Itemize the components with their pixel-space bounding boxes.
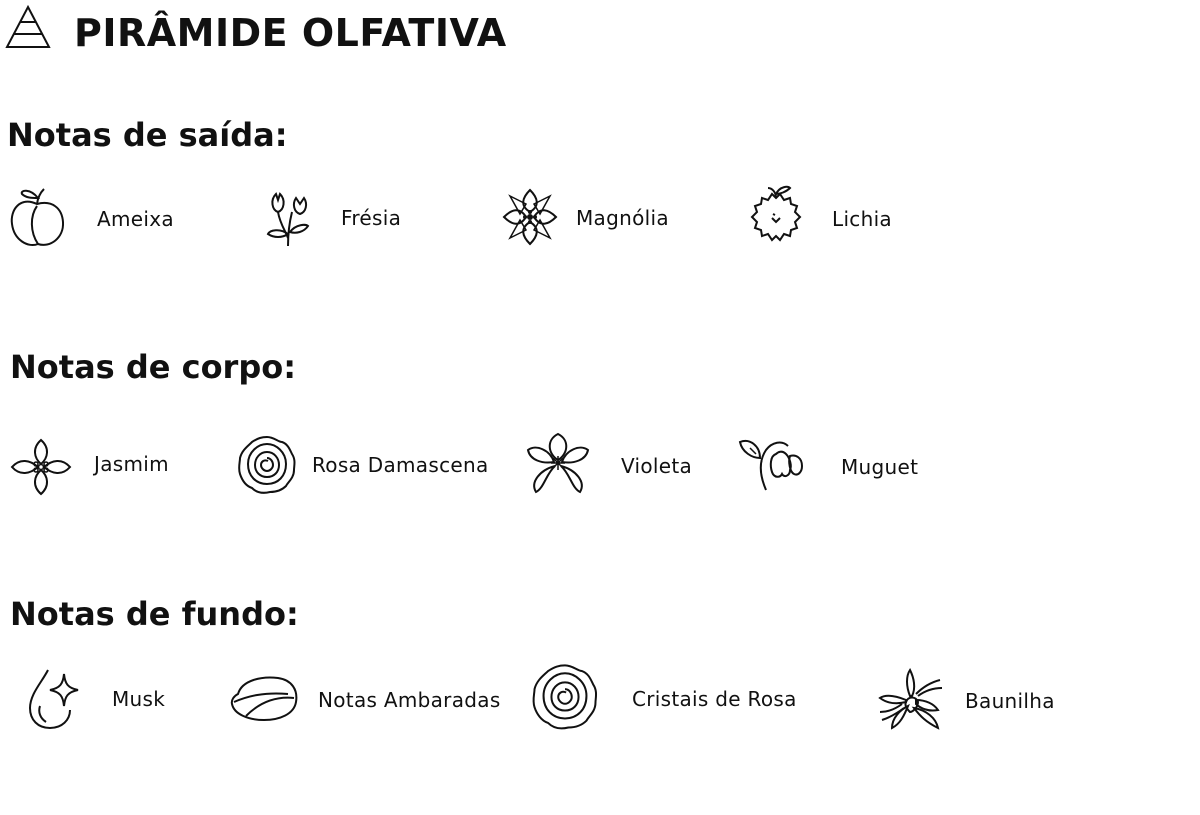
note-label: Baunilha xyxy=(965,689,1055,713)
vanilla-icon xyxy=(876,666,944,734)
amber-stone-icon xyxy=(228,672,300,724)
note-label: Cristais de Rosa xyxy=(632,687,797,711)
rose-icon xyxy=(236,434,298,496)
note-label: Violeta xyxy=(621,454,693,478)
page-title: PIRÂMIDE OLFATIVA xyxy=(74,11,507,55)
jasmine-icon xyxy=(10,436,72,498)
note-label: Rosa Damascena xyxy=(312,453,489,477)
section-heading-heart-notes: Notas de corpo: xyxy=(10,348,297,386)
note-label: Jasmim xyxy=(94,452,169,476)
lily-of-the-valley-icon xyxy=(736,432,806,494)
musk-drop-icon xyxy=(24,666,84,732)
plum-icon xyxy=(8,186,66,250)
rose-crystal-icon xyxy=(530,662,600,732)
violet-icon xyxy=(524,430,592,498)
magnolia-icon xyxy=(500,186,560,248)
lychee-icon xyxy=(746,184,806,250)
note-label: Lichia xyxy=(832,207,892,231)
note-label: Ameixa xyxy=(97,207,174,231)
note-label: Frésia xyxy=(341,206,402,230)
section-heading-top-notes: Notas de saída: xyxy=(7,116,288,154)
section-heading-base-notes: Notas de fundo: xyxy=(10,595,299,633)
note-label: Magnólia xyxy=(576,206,669,230)
note-label: Musk xyxy=(112,687,166,711)
freesia-icon xyxy=(262,188,316,248)
note-label: Muguet xyxy=(841,455,919,479)
pyramid-icon xyxy=(4,4,52,50)
note-label: Notas Ambaradas xyxy=(318,688,501,712)
